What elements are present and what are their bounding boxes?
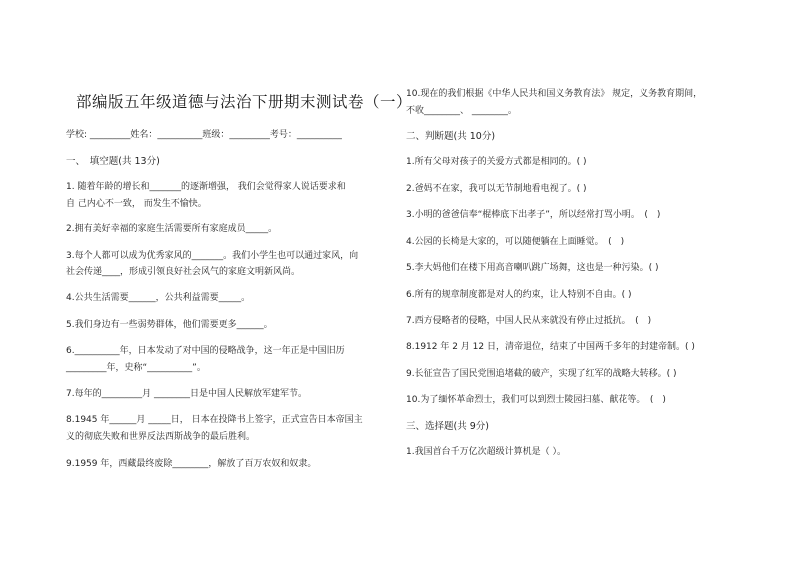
fill-question-9: 9.1959 年，西藏最终废除________，解放了百万农奴和奴隶。 — [66, 459, 317, 469]
fill-question-8-line-2: 义的彻底失败和世界反法西斯战争的最后胜利。 — [66, 432, 256, 442]
student-info-line: 学校: _________姓名：__________班级：_________考号：__________ — [66, 130, 342, 140]
judge-question-6: 6.所有的规章制度都是对人的约束，让人特别不自由。( ) — [406, 290, 632, 300]
fill-question-6-line-2: _________年，史称“__________”。 — [66, 363, 206, 373]
page-title: 部编版五年级道德与法治下册期末测试卷（一） — [76, 93, 413, 111]
section-fill-heading: 一、 填空题(共 13分) — [66, 156, 160, 167]
section-judge-heading: 二、判断题(共 10分) — [406, 131, 496, 142]
judge-question-10: 10.为了缅怀革命烈士，我们可以到烈士陵园扫墓、献花等。 ( ) — [406, 395, 666, 405]
fill-question-3-line-2: 社会传递____，形成引领良好社会风气的家庭文明新风尚。 — [66, 267, 301, 277]
judge-question-4: 4.公园的长椅是大家的，可以随便躺在上面睡觉。 ( ) — [406, 237, 625, 247]
fill-question-1-line-2: 自 己内心不一致， 而发生不愉快。 — [66, 199, 207, 209]
fill-question-8-line-1: 8.1945 年______月 _____日， 日本在投降书上签字，正式宣告日本帝国主 — [66, 415, 363, 425]
fill-question-7: 7.每年的_________月 ________日是中国人民解放军建军节。 — [66, 389, 307, 399]
fill-question-10-line-1: 10.现在的我们根据《中华人民共和国义务教育法》 规定，义务教育期间， — [406, 89, 703, 99]
fill-question-3-line-1: 3.每个人都可以成为优秀家风的_______。我们小学生也可以通过家风，向 — [66, 251, 359, 261]
judge-question-2: 2.爸妈不在家，我可以无节制地看电视了。( ) — [406, 184, 587, 194]
judge-question-7: 7.西方侵略者的侵略，中国人民从来就没有停止过抵抗。 ( ) — [406, 316, 652, 326]
fill-question-1-line-1: 1. 随着年龄的增长和_______的逐渐增强， 我们会觉得家人说话要求和 — [66, 182, 346, 192]
choice-question-1: 1.我国首台千万亿次超级计算机是（ ）。 — [406, 447, 566, 457]
section-choice-heading: 三、选择题(共 9分) — [406, 421, 489, 432]
judge-question-9: 9.长征宣告了国民党围追堵截的破产，实现了红军的战略大转移。( ) — [406, 369, 677, 379]
fill-question-2: 2.拥有美好幸福的家庭生活需要所有家庭成员_____。 — [66, 224, 278, 234]
judge-question-3: 3.小明的爸爸信奉“棍棒底下出孝子”，所以经常打骂小明。 ( ) — [406, 210, 661, 220]
fill-question-4: 4.公共生活需要______，公共利益需要_____。 — [66, 293, 251, 303]
judge-question-1: 1.所有父母对孩子的关爱方式都是相同的。( ) — [406, 157, 587, 167]
fill-question-6-line-1: 6.__________年，日本发动了对中国的侵略战争，这一年正是中国旧历 — [66, 346, 345, 356]
judge-question-8: 8.1912 年 2 月 12 日，清帝退位，结束了中国两千多年的封建帝制。( ) — [406, 342, 695, 352]
judge-question-5: 5.李大妈他们在楼下用高音喇叭跳广场舞，这也是一种污染。( ) — [406, 263, 659, 273]
fill-question-10-line-2: 不收________、 ________。 — [406, 106, 517, 116]
fill-question-5: 5.我们身边有一些弱势群体，他们需要更多______。 — [66, 320, 273, 330]
